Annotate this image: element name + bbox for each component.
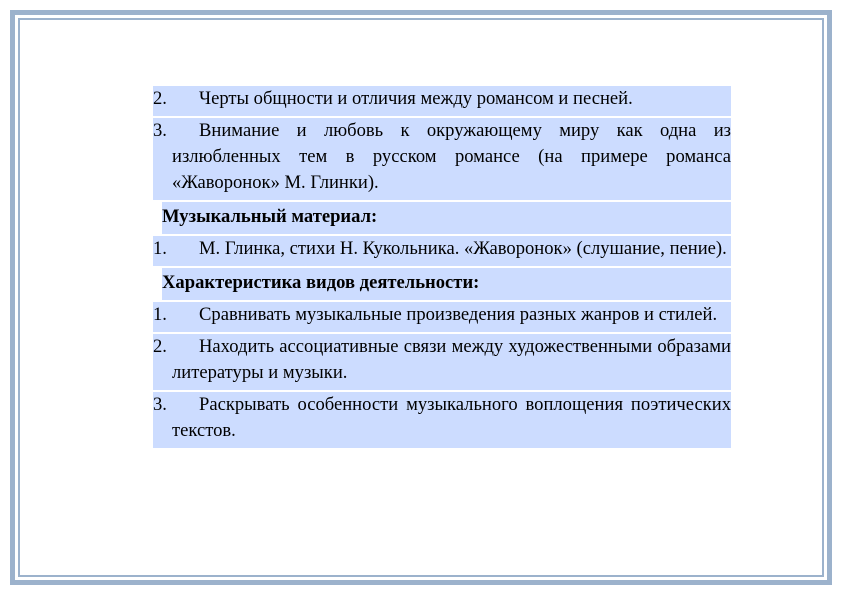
list-item (153, 302, 731, 332)
list-item-number: 2. (153, 336, 167, 357)
slide-text-block (153, 86, 731, 450)
list-item-number: 1. (153, 304, 167, 325)
list-item (153, 236, 731, 266)
list-item (153, 334, 731, 390)
list-item-text: Находить ассоциативные связи между художественными образами литературы и музыки. (172, 336, 731, 383)
list-item-number: 3. (153, 120, 167, 141)
list-item-text: Сравнивать музыкальные произведения разных жанров и стилей. (199, 304, 718, 325)
list-item (153, 86, 731, 116)
list-item-number: 2. (153, 88, 167, 109)
list-item (153, 392, 731, 448)
list-item (153, 118, 731, 200)
list-item-text: М. Глинка, стихи Н. Кукольника. «Жаворонок» (слушание, пение). (199, 238, 727, 259)
list-item-number: 3. (153, 394, 167, 415)
list-item-text: Раскрывать особенности музыкального воплощения поэтических текстов. (172, 394, 731, 441)
section-heading-material: Музыкальный материал: (162, 202, 731, 234)
section-heading-activities: Характеристика видов деятельности: (162, 268, 731, 300)
list-item-number: 1. (153, 238, 167, 259)
list-item-text: Внимание и любовь к окружающему миру как одна из излюбленных тем в русском романсе (на примере романса «Жаворонок» М. Глинки). (172, 120, 731, 193)
list-item-text: Черты общности и отличия между романсом и песней. (199, 88, 633, 109)
